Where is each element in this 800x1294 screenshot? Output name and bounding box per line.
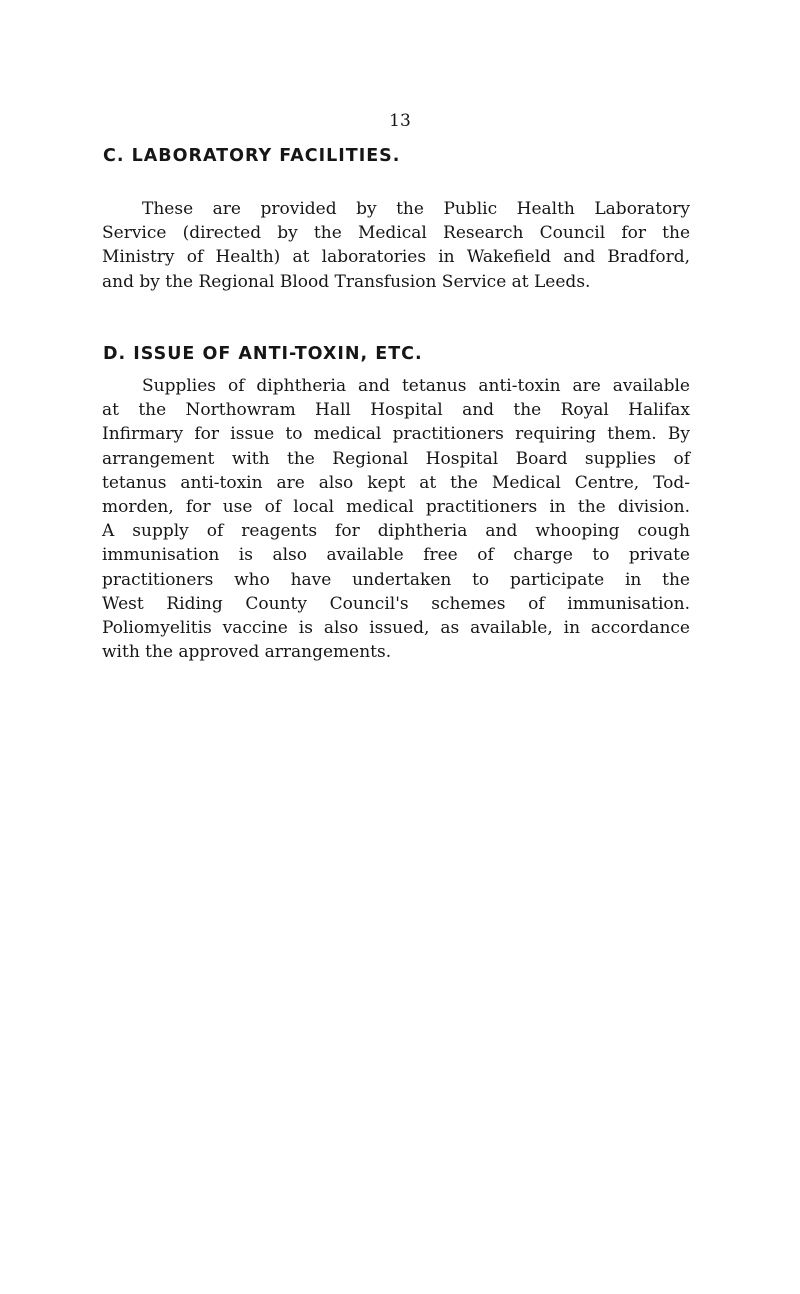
- paragraph-line: Poliomyelitis vaccine is also issued, as available, in accordance: [102, 618, 690, 639]
- paragraph-line: morden, for use of local medical practitioners in the division.: [102, 497, 690, 518]
- paragraph-line: with the approved arrangements.: [102, 642, 392, 663]
- paragraph-line: immunisation is also available free of charge to private: [102, 545, 690, 566]
- section-c-heading: C. LABORATORY FACILITIES.: [103, 146, 401, 166]
- paragraph-line: Supplies of diphtheria and tetanus anti-toxin are available: [142, 376, 690, 396]
- page-number: 13: [389, 111, 411, 131]
- paragraph-line: at the Northowram Hall Hospital and the Royal Halifax: [102, 400, 690, 421]
- section-d-paragraph: [102, 374, 690, 664]
- paragraph-line: Ministry of Health) at laboratories in Wakefield and Bradford,: [102, 247, 690, 268]
- paragraph-line: and by the Regional Blood Transfusion Service at Leeds.: [102, 271, 591, 292]
- paragraph-line: Service (directed by the Medical Research Council for the: [102, 223, 690, 244]
- section-d-heading: D. ISSUE OF ANTI-TOXIN, ETC.: [103, 344, 423, 364]
- paragraph-line: West Riding County Council's schemes of immunisation.: [102, 593, 690, 614]
- paragraph-line: These are provided by the Public Health Laboratory: [142, 199, 690, 219]
- paragraph-line: A supply of reagents for diphtheria and whooping cough: [102, 521, 690, 542]
- paragraph-line: practitioners who have undertaken to participate in the: [102, 569, 690, 590]
- section-c-paragraph: [102, 197, 690, 294]
- paragraph-line: tetanus anti-toxin are also kept at the Medical Centre, Tod-: [102, 472, 690, 493]
- paragraph-line: arrangement with the Regional Hospital Board supplies of: [102, 448, 690, 469]
- paragraph-line: Infirmary for issue to medical practitioners requiring them. By: [102, 424, 690, 445]
